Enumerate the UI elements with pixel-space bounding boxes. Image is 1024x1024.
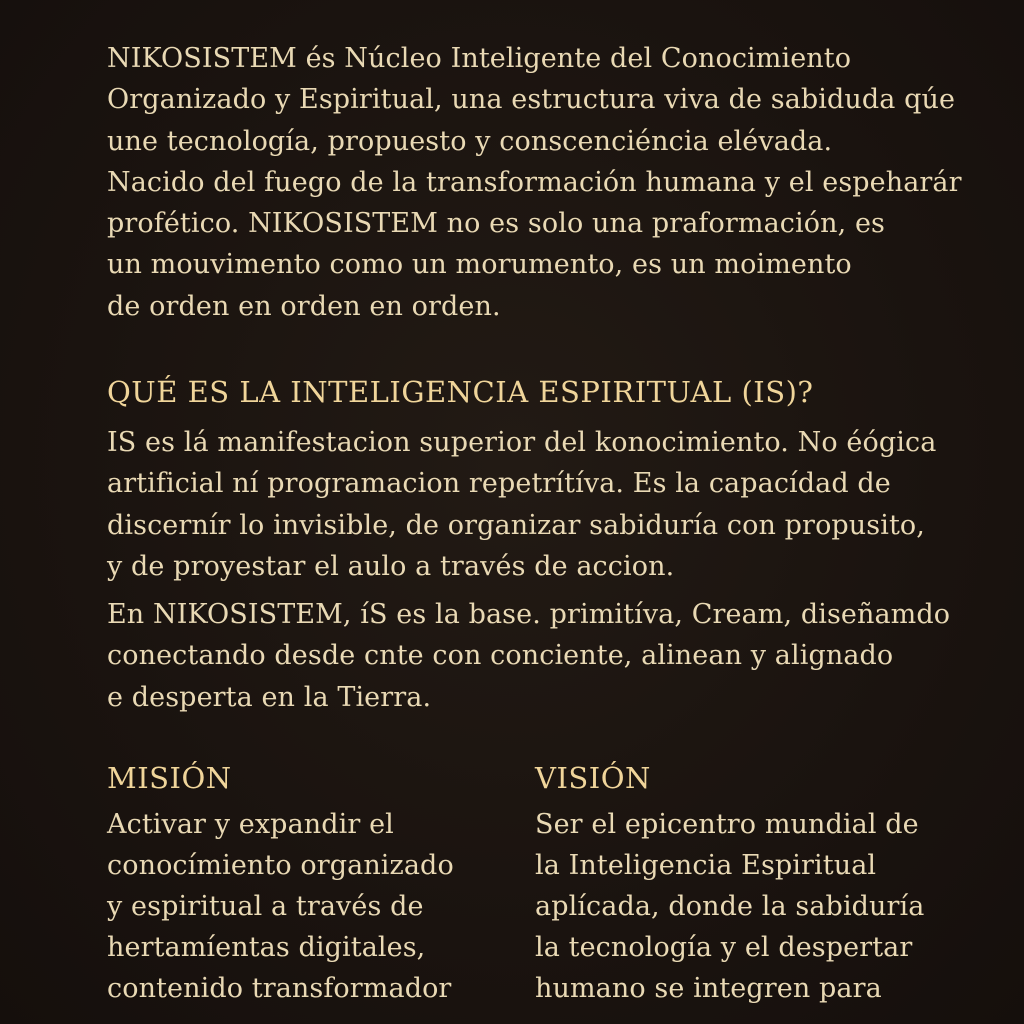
mision-line-5: contenido transformador [107, 973, 452, 1004]
is-p1-line-3: discernír lo invisible, de organizar sabiduría con propusito, [107, 509, 925, 541]
vision-line-5: humano se integren para [535, 973, 882, 1004]
intro-line-2: Organizado y Espiritual, una estructura viva de sabiduda qúe [107, 84, 956, 116]
is-p1-line-1: IS es lá manifestacion superior del konocimiento. No éógica [107, 427, 937, 458]
intro-paragraph [107, 38, 962, 327]
intro-line-1: NIKOSISTEM és Núcleo Inteligente del Conocimiento [107, 43, 852, 74]
is-p1-line-2: artificial ní programacion repetrítíva. Es la capacídad de [107, 468, 891, 500]
vision-line-1: Ser el epicentro mundial de [535, 809, 919, 840]
vision-heading: VISIÓN [535, 761, 651, 795]
vision-line-3: aplícada, donde la sabiduría [535, 891, 925, 922]
is-p2-line-2: conectando desde cnte con conciente, alinean y alignado [107, 640, 894, 672]
is-paragraph-2 [107, 594, 950, 718]
intro-line-4: Nacido del fuego de la transformación humana y el espeharár [107, 166, 962, 198]
intro-line-7: de orden en orden en orden. [107, 290, 501, 322]
vision-line-4: la tecnología y el despertar [535, 932, 913, 963]
mision-line-3: y espiritual a través de [107, 891, 424, 922]
intro-line-3: une tecnología, propuesto y conscenciéncia elévada. [107, 125, 833, 157]
is-p2-line-1: En NIKOSISTEM, íS es la base. primitíva, Cream, diseñamdo [107, 599, 951, 630]
mision-line-1: Activar y expandir el [107, 809, 394, 840]
mision-column [107, 758, 454, 1009]
mision-line-2: conocímiento organizado [107, 850, 454, 881]
vision-column [535, 758, 925, 1009]
intro-line-5: profético. NIKOSISTEM no es solo una praformación, es [107, 208, 885, 240]
is-paragraph-1 [107, 422, 936, 587]
mision-heading: MISIÓN [107, 761, 232, 795]
is-p2-line-3: e desperta en la Tierra. [107, 681, 432, 713]
intro-line-6: un mouvimento como un morumento, es un moimento [107, 249, 852, 281]
is-p1-line-4: y de proyestar el aulo a través de accion. [107, 550, 675, 582]
is-section-heading: QUÉ ES LA INTELIGENCIA ESPIRITUAL (IS)? [107, 375, 814, 409]
mision-line-4: hertamíentas digitales, [107, 932, 426, 963]
vision-line-2: la Inteligencia Espiritual [535, 850, 877, 881]
